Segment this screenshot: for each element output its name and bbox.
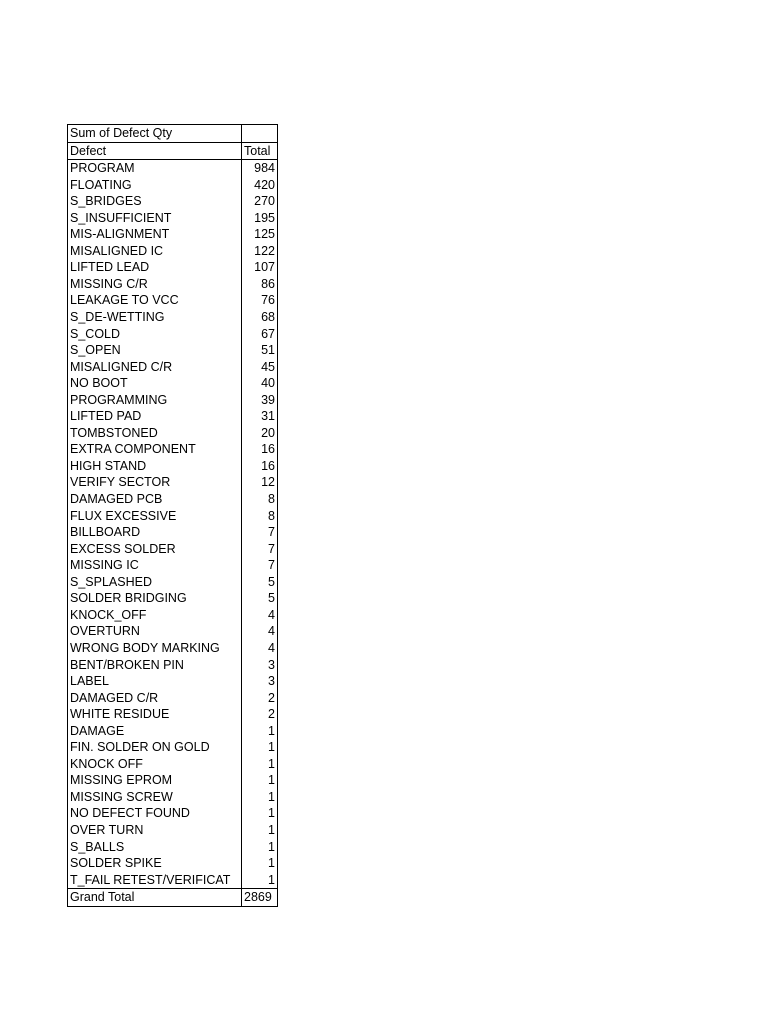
defect-total: 39: [242, 392, 278, 409]
defect-name: S_BALLS: [68, 839, 242, 856]
table-row: [68, 723, 278, 740]
defect-name: S_DE-WETTING: [68, 309, 242, 326]
table-row: [68, 292, 278, 309]
defect-total: 3: [242, 673, 278, 690]
defect-total: 7: [242, 524, 278, 541]
defect-name: LIFTED PAD: [68, 408, 242, 425]
defect-total: 45: [242, 359, 278, 376]
defect-total: 2: [242, 690, 278, 707]
defect-name: T_FAIL RETEST/VERIFICAT: [68, 872, 242, 889]
defect-total: 1: [242, 739, 278, 756]
table-row: [68, 706, 278, 723]
defect-total: 68: [242, 309, 278, 326]
defect-total: 1: [242, 723, 278, 740]
table-row: [68, 392, 278, 409]
defect-name: NO BOOT: [68, 375, 242, 392]
defect-name: MISSING SCREW: [68, 789, 242, 806]
defect-name: SOLDER BRIDGING: [68, 590, 242, 607]
defect-name: SOLDER SPIKE: [68, 855, 242, 872]
table-row: [68, 855, 278, 872]
defect-name: MISSING EPROM: [68, 772, 242, 789]
table-row: [68, 177, 278, 194]
table-row: [68, 259, 278, 276]
defect-name: BILLBOARD: [68, 524, 242, 541]
table-row: [68, 375, 278, 392]
defect-total: 67: [242, 326, 278, 343]
table-row: [68, 574, 278, 591]
defect-total: 195: [242, 210, 278, 227]
defect-total: 122: [242, 243, 278, 260]
defect-total: 4: [242, 640, 278, 657]
defect-name: EXCESS SOLDER: [68, 541, 242, 558]
defect-name: S_COLD: [68, 326, 242, 343]
defect-total: 5: [242, 574, 278, 591]
pivot-title-row: [68, 125, 278, 143]
pivot-title-blank: [242, 125, 278, 143]
table-row: [68, 557, 278, 574]
table-row: [68, 160, 278, 177]
table-row: [68, 772, 278, 789]
defect-total: 7: [242, 541, 278, 558]
defect-total: 1: [242, 772, 278, 789]
table-row: [68, 805, 278, 822]
defect-name: KNOCK OFF: [68, 756, 242, 773]
defect-name: WRONG BODY MARKING: [68, 640, 242, 657]
defect-total: 107: [242, 259, 278, 276]
defect-name: FLOATING: [68, 177, 242, 194]
defect-total: 8: [242, 491, 278, 508]
defect-name: KNOCK_OFF: [68, 607, 242, 624]
defect-name: MISSING C/R: [68, 276, 242, 293]
pivot-header-row: [68, 142, 278, 160]
defect-name: MISALIGNED C/R: [68, 359, 242, 376]
defect-name: HIGH STAND: [68, 458, 242, 475]
defect-total: 1: [242, 855, 278, 872]
defect-total: 20: [242, 425, 278, 442]
table-row: [68, 524, 278, 541]
defect-total: 8: [242, 508, 278, 525]
table-row: [68, 839, 278, 856]
table-row: [68, 226, 278, 243]
defect-total: 76: [242, 292, 278, 309]
defect-name: EXTRA COMPONENT: [68, 441, 242, 458]
table-row: [68, 309, 278, 326]
pivot-title: Sum of Defect Qty: [68, 125, 242, 143]
table-row: [68, 872, 278, 889]
table-row: [68, 458, 278, 475]
defect-name: TOMBSTONED: [68, 425, 242, 442]
defect-total: 1: [242, 789, 278, 806]
defect-total: 5: [242, 590, 278, 607]
defect-total: 1: [242, 839, 278, 856]
defect-total: 16: [242, 441, 278, 458]
table-row: [68, 210, 278, 227]
defect-total: 31: [242, 408, 278, 425]
defect-name: S_SPLASHED: [68, 574, 242, 591]
pivot-body: [68, 160, 278, 889]
table-row: [68, 690, 278, 707]
defect-total: 7: [242, 557, 278, 574]
defect-name: PROGRAM: [68, 160, 242, 177]
defect-name: MIS-ALIGNMENT: [68, 226, 242, 243]
table-row: [68, 276, 278, 293]
table-row: [68, 193, 278, 210]
table-row: [68, 491, 278, 508]
defect-total: 2: [242, 706, 278, 723]
defect-total: 4: [242, 607, 278, 624]
defect-name: VERIFY SECTOR: [68, 474, 242, 491]
table-row: [68, 822, 278, 839]
defect-total: 1: [242, 822, 278, 839]
table-row: [68, 623, 278, 640]
defect-total: 270: [242, 193, 278, 210]
table-row: [68, 359, 278, 376]
defect-name: S_BRIDGES: [68, 193, 242, 210]
grand-total-value: 2869: [242, 889, 278, 907]
table-row: [68, 590, 278, 607]
table-row: [68, 657, 278, 674]
grand-total-row: [68, 889, 278, 907]
defect-name: WHITE RESIDUE: [68, 706, 242, 723]
defect-total: 984: [242, 160, 278, 177]
table-row: [68, 607, 278, 624]
defect-total: 40: [242, 375, 278, 392]
defect-total: 86: [242, 276, 278, 293]
table-row: [68, 243, 278, 260]
defect-name: MISALIGNED IC: [68, 243, 242, 260]
defect-name: FIN. SOLDER ON GOLD: [68, 739, 242, 756]
defect-name: OVER TURN: [68, 822, 242, 839]
defect-name: DAMAGED PCB: [68, 491, 242, 508]
defect-name: DAMAGED C/R: [68, 690, 242, 707]
table-row: [68, 541, 278, 558]
defect-pivot-table: [67, 124, 278, 907]
defect-name: OVERTURN: [68, 623, 242, 640]
table-row: [68, 425, 278, 442]
defect-name: MISSING IC: [68, 557, 242, 574]
defect-name: FLUX EXCESSIVE: [68, 508, 242, 525]
defect-name: S_INSUFFICIENT: [68, 210, 242, 227]
table-row: [68, 739, 278, 756]
table-row: [68, 326, 278, 343]
defect-name: LIFTED LEAD: [68, 259, 242, 276]
defect-name: BENT/BROKEN PIN: [68, 657, 242, 674]
defect-total: 12: [242, 474, 278, 491]
defect-name: NO DEFECT FOUND: [68, 805, 242, 822]
defect-name: S_OPEN: [68, 342, 242, 359]
defect-total: 420: [242, 177, 278, 194]
defect-name: PROGRAMMING: [68, 392, 242, 409]
defect-name: LABEL: [68, 673, 242, 690]
col-header: Total: [242, 142, 278, 160]
defect-total: 4: [242, 623, 278, 640]
defect-total: 1: [242, 805, 278, 822]
defect-total: 125: [242, 226, 278, 243]
table-row: [68, 673, 278, 690]
table-row: [68, 640, 278, 657]
table-row: [68, 441, 278, 458]
defect-name: LEAKAGE TO VCC: [68, 292, 242, 309]
table-row: [68, 474, 278, 491]
defect-total: 3: [242, 657, 278, 674]
table-row: [68, 342, 278, 359]
table-row: [68, 789, 278, 806]
defect-total: 1: [242, 872, 278, 889]
table-row: [68, 408, 278, 425]
row-header: Defect: [68, 142, 242, 160]
defect-name: DAMAGE: [68, 723, 242, 740]
grand-total-label: Grand Total: [68, 889, 242, 907]
defect-total: 16: [242, 458, 278, 475]
defect-total: 1: [242, 756, 278, 773]
table-row: [68, 756, 278, 773]
table-row: [68, 508, 278, 525]
defect-total: 51: [242, 342, 278, 359]
